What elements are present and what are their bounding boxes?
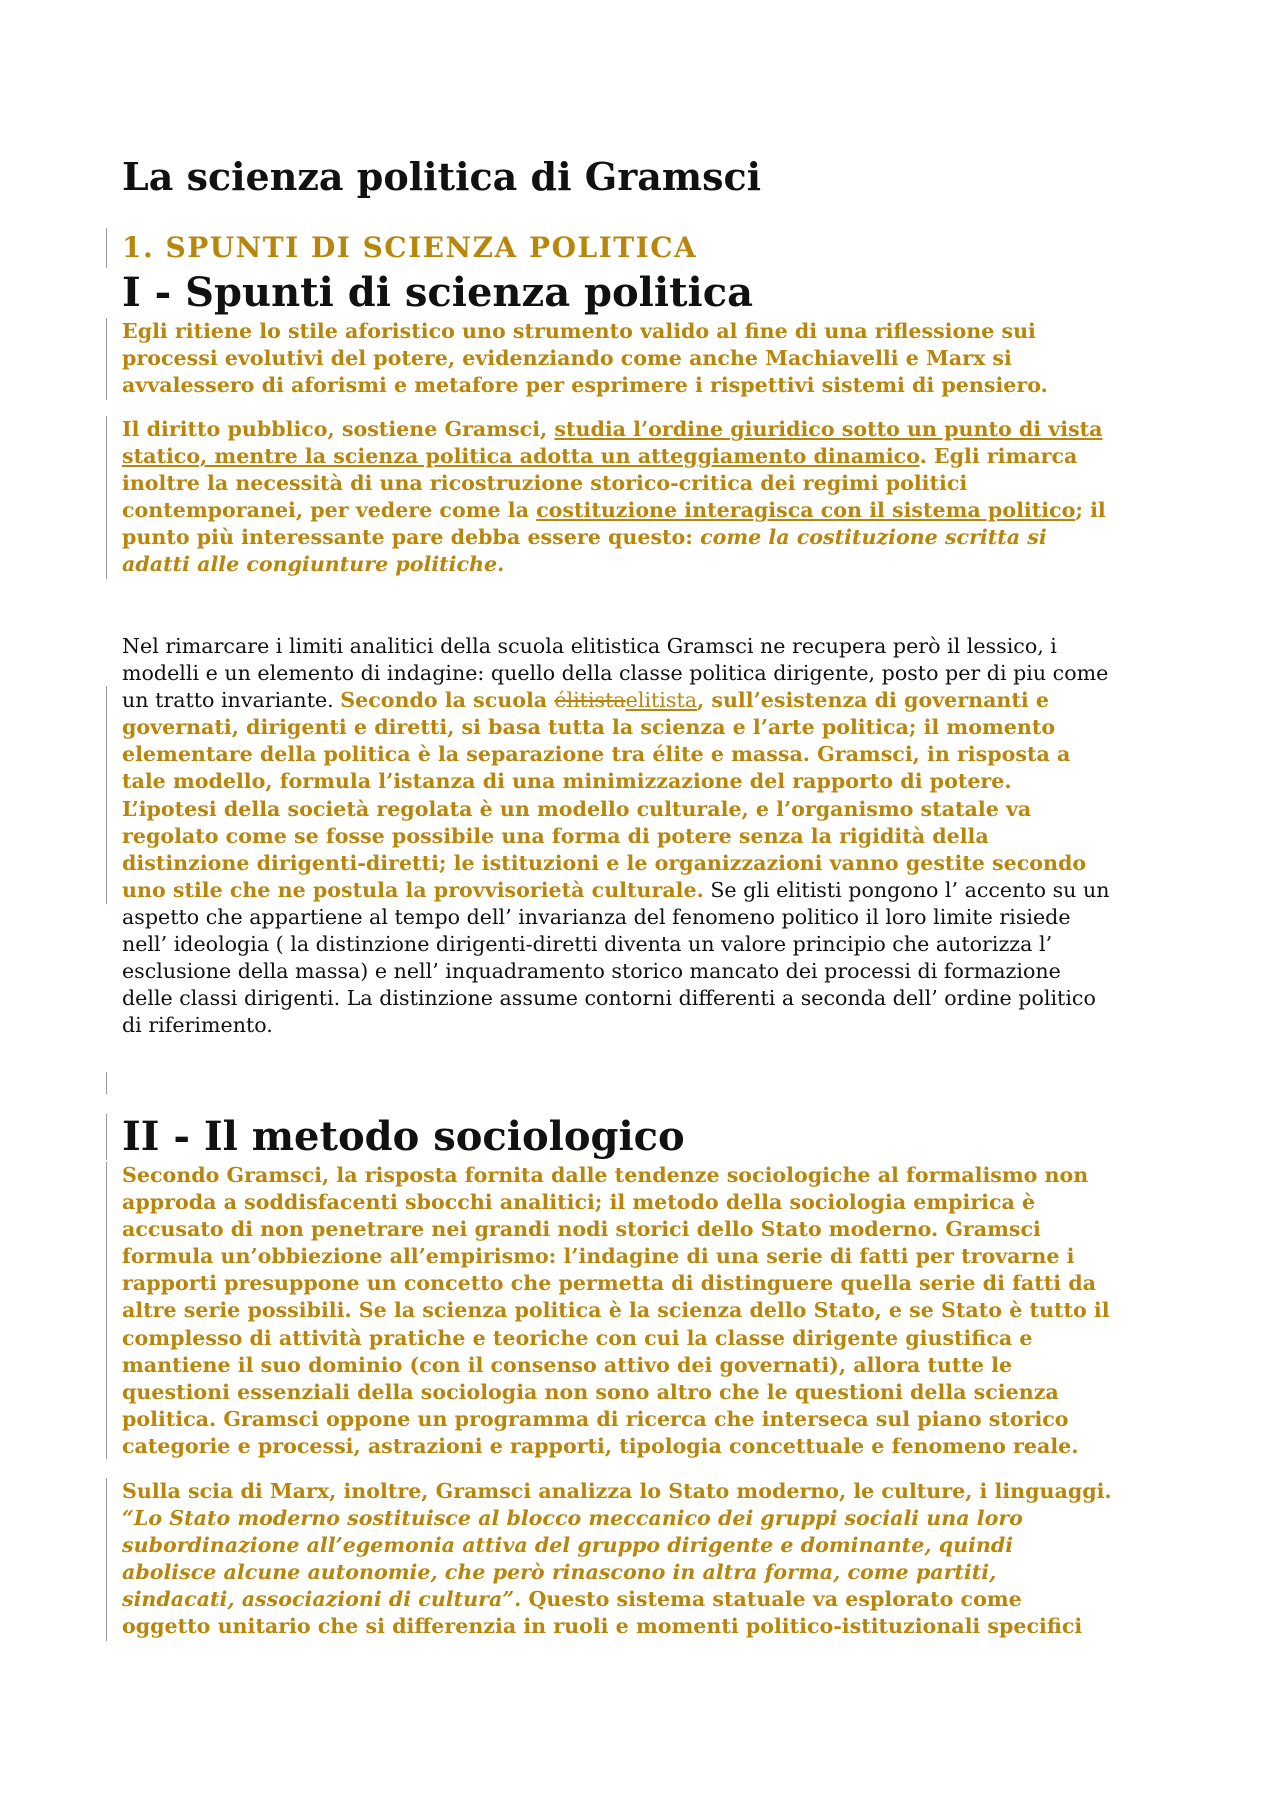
paragraph-line: Egli ritiene lo stile aforistico uno strumento valido al fine di una riflessione sui — [122, 319, 1036, 343]
highlighted-text: Secondo la scuola — [340, 688, 555, 713]
document-title: La scienza politica di Gramsci — [122, 154, 762, 199]
paragraph-line: Nel rimarcare i limiti analitici della scuola elitistica Gramsci ne recupera però il lessico, i — [122, 634, 1057, 658]
paragraph-line: oggetto unitario che si differenzia in ruoli e momenti politico-istituzionali specifici — [122, 1614, 1083, 1639]
paragraph-line: complesso di attività pratiche e teoriche con cui la classe dirigente giustifica e — [122, 1325, 1033, 1350]
paragraph-line: adatti alle congiunture politiche. — [122, 552, 505, 577]
paragraph-stato-moderno — [122, 1478, 1182, 1641]
paragraph-line: aspetto che appartiene al tempo dell’ invarianza del fenomeno politico il loro limite risiede — [122, 904, 1071, 929]
italic-text: come la costituzione scritta si — [700, 525, 1047, 550]
paragraph-line: “Lo Stato moderno sostituisce al blocco meccanico dei gruppi sociali una loro — [122, 1506, 1023, 1531]
paragraph-line: rapporti presuppone un concetto che permetta di distinguere quella serie di fatti da — [122, 1271, 1097, 1296]
underlined-text: costituzione interagisca con il sistema politico — [536, 498, 1076, 523]
paragraph-line — [122, 443, 1182, 470]
paragraph-line: L’ipotesi della società regolata è un modello culturale, e l’organismo statale va — [122, 796, 1032, 821]
change-bar — [106, 416, 107, 579]
highlighted-text: , sull’esistenza di governanti e — [697, 688, 1050, 713]
text-run: Se gli elitisti pongono l’ accento su un — [703, 877, 1110, 902]
highlighted-text: uno stile che ne postula la provvisorietà culturale. — [122, 877, 704, 902]
change-bar — [106, 1114, 107, 1160]
paragraph-aforismi — [122, 318, 1182, 399]
paragraph-diritto-pubblico — [122, 416, 1182, 579]
italic-text: sindacati, associazioni di cultura” — [122, 1587, 515, 1612]
text-run: ; il — [1075, 498, 1106, 523]
paragraph-line: questioni essenziali della sociologia non sono altro che le questioni della scienza — [122, 1379, 1059, 1404]
paragraph-line: Sulla scia di Marx, inoltre, Gramsci analizza lo Stato moderno, le culture, i linguaggi. — [122, 1479, 1112, 1503]
change-bar — [106, 228, 107, 268]
section-label: 1. SPUNTI DI SCIENZA POLITICA — [122, 231, 698, 264]
change-bar — [106, 686, 107, 904]
paragraph-line: esclusione della massa) e nell’ inquadramento storico mancato dei processi di formazione — [122, 959, 1061, 984]
text-run: un tratto invariante. — [122, 688, 341, 713]
paragraph-line: altre serie possibili. Se la scienza politica è la scienza dello Stato, e se Stato è tutto il — [122, 1298, 1110, 1323]
paragraph-line: mantiene il suo dominio (con il consenso attivo dei governati), allora tutte le — [122, 1352, 1013, 1377]
paragraph-line — [122, 497, 1182, 524]
change-bar — [106, 318, 107, 400]
deleted-text: élitista — [554, 688, 626, 713]
paragraph-line — [122, 687, 1182, 714]
paragraph-line: regolato come se fosse possibile una forma di potere senza la rigidità della — [122, 823, 989, 848]
chapter-2-heading: II - Il metodo sociologico — [122, 1113, 685, 1160]
text-run: punto più interessante pare debba essere questo: — [122, 525, 701, 550]
text-run: . Egli rimarca — [919, 444, 1078, 469]
text-run: . Questo sistema statuale va esplorato come — [514, 1587, 1022, 1612]
change-bar — [106, 1162, 107, 1459]
paragraph-metodo-sociologico — [122, 1162, 1182, 1460]
text-run: contemporanei, per vedere come la — [122, 498, 537, 523]
underlined-text: statico, mentre la scienza politica adotta un atteggiamento dinamico — [122, 444, 920, 469]
inserted-text: elitista — [625, 688, 698, 713]
paragraph-line: politica. Gramsci oppone un programma di ricerca che interseca sul piano storico — [122, 1406, 1069, 1431]
paragraph-line: approda a soddisfacenti sbocchi analitici; il metodo della sociologia empirica è — [122, 1190, 1036, 1215]
paragraph-line: subordinazione all’egemonia attiva del gruppo dirigente e dominante, quindi — [122, 1533, 1014, 1558]
paragraph-line: elementare della politica è la separazione tra élite e massa. Gramsci, in risposta a — [122, 742, 1071, 767]
paragraph-line: accusato di non penetrare nei grandi nodi storici dello Stato moderno. Gramsci — [122, 1217, 1041, 1242]
paragraph-line: governati, dirigenti e diretti, si basa tutta la scienza e l’arte politica; il momento — [122, 715, 1056, 740]
paragraph-line — [122, 1586, 1182, 1613]
paragraph-line: nell’ ideologia ( la distinzione dirigenti-diretti diventa un valore principio che autorizza l’ — [122, 932, 1053, 957]
paragraph-line: inoltre la necessità di una ricostruzione storico-critica dei regimi politici — [122, 471, 968, 496]
change-bar — [106, 1072, 107, 1094]
paragraph-line: distinzione dirigenti-diretti; le istituzioni e le organizzazioni vanno gestite secondo — [122, 850, 1087, 875]
paragraph-line: di riferimento. — [122, 1013, 273, 1038]
text-run: Il diritto pubblico, sostiene Gramsci, — [122, 417, 555, 441]
paragraph-line: processi evolutivi del potere, evidenziando come anche Machiavelli e Marx si — [122, 346, 1012, 371]
paragraph-line: Secondo Gramsci, la risposta fornita dalle tendenze sociologiche al formalismo non — [122, 1163, 1089, 1187]
underlined-text: studia l’ordine giuridico sotto un punto di vista — [554, 417, 1103, 441]
paragraph-line: delle classi dirigenti. La distinzione assume contorni differenti a seconda dell’ ordine politico — [122, 986, 1096, 1011]
change-bar — [106, 1478, 107, 1641]
paragraph-line — [122, 416, 1182, 443]
paragraph-line — [122, 524, 1182, 551]
chapter-1-heading: I - Spunti di scienza politica — [122, 269, 754, 316]
paragraph-line: modelli e un elemento di indagine: quello della classe politica dirigente, posto per di piu come — [122, 661, 1109, 686]
paragraph-line: formula un’obbiezione all’empirismo: l’indagine di una serie di fatti per trovarne i — [122, 1244, 1075, 1269]
paragraph-line — [122, 877, 1182, 904]
paragraph-line: abolisce alcune autonomie, che però rinascono in altra forma, come partiti, — [122, 1560, 997, 1585]
paragraph-scuola-elitistica — [122, 633, 1182, 1039]
paragraph-line: categorie e processi, astrazioni e rapporti, tipologia concettuale e fenomeno reale. — [122, 1433, 1079, 1458]
paragraph-line: avvalessero di aforismi e metafore per esprimere i rispettivi sistemi di pensiero. — [122, 373, 1048, 398]
paragraph-line: tale modello, formula l’istanza di una minimizzazione del rapporto di potere. — [122, 769, 1012, 794]
